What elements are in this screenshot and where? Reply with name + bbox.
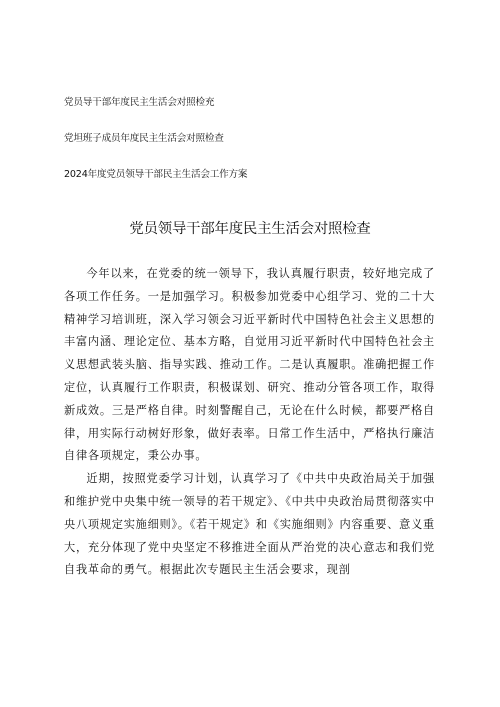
related-documents-list: [64, 97, 444, 205]
document-body: [64, 263, 435, 582]
related-document-link[interactable]: 党员导干部年度民主生活会对照检充: [64, 97, 215, 108]
body-paragraph: 近期，按照党委学习计划，认真学习了《中共中央政治局关于加强和维护党中央集中统一领导的若干规定》、《中共中央政治局贯彻落实中央八项规定实施细则》。《若干规定》和《实施细则》内容重要、意义重大，充分体现了党中央坚定不移推进全面从严治党的决心意志和我们党自我革命的勇气。根据此次专题民主生活会要求，现剖: [64, 472, 435, 577]
related-document-link[interactable]: 党坦班子成员年度民主生活会对照检查: [64, 133, 224, 144]
related-document-link[interactable]: 2024年度党员领导干部民主生活会工作方案: [64, 169, 248, 180]
document-title: 党员领导干部年度民主生活会对照检查: [129, 221, 371, 237]
body-paragraph: 今年以来，在党委的统一领导下，我认真履行职责，较好地完成了各项工作任务。一是加强学习。积极参加党委中心组学习、党的二十大精神学习培训班，深入学习领会习近平新时代中国特色社会主义思想的丰富内涵、理论定位、基本方略，自觉用习近平新时代中国特色社会主义思想武装头脑、指导实践、推动工作。二是认真履职。准确把握工作定位，认真履行工作职责，积极谋划、研究、推动分管各项工作，取得新成效。三是严格自律。时刻警醒自己，无论在什么时候，都要严格自律，用实际行动树好形象，做好表率。日常工作生活中，严格执行廉洁自律各项规定，秉公办事。: [64, 267, 435, 463]
